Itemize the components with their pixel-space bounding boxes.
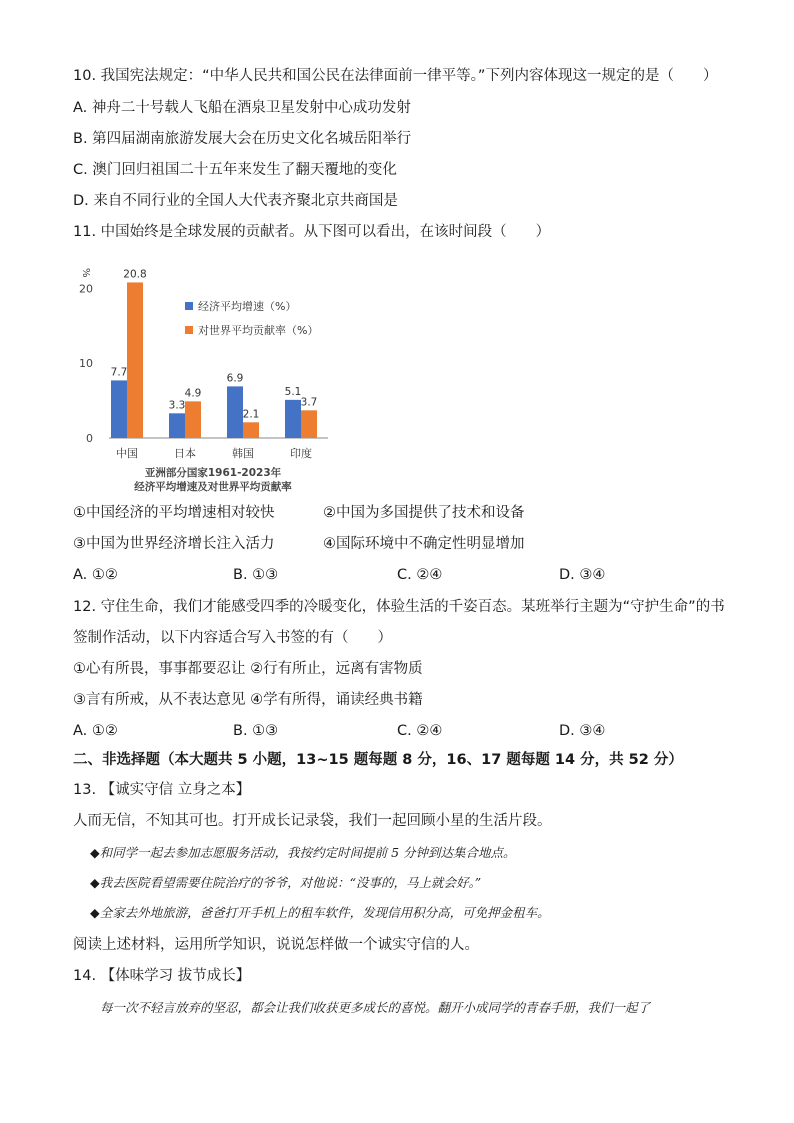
bar-value-label: 3.7: [300, 396, 318, 409]
q12-choice-c: C. ②④: [397, 723, 443, 739]
chart-legend: [185, 299, 318, 337]
q11-choice-c: C. ②④: [397, 567, 443, 583]
y-axis-ticks: [79, 282, 93, 445]
x-category-label: 韩国: [232, 447, 254, 460]
y-tick-label: 0: [86, 432, 93, 445]
bar: [301, 410, 317, 438]
q12-stem-line2: 签制作活动，以下内容适合写入书签的有（ ）: [73, 630, 392, 646]
q12-choice-b: B. ①③: [233, 723, 279, 739]
y-tick-label: 20: [79, 282, 93, 296]
q12-statement-line2: ③言有所戒，从不表达意见 ④学有所得，诵读经典书籍: [73, 692, 423, 708]
q10-option-d: D. 来自不同行业的全国人大代表齐聚北京共商国是: [73, 193, 398, 209]
bar-group: [111, 268, 318, 460]
q11-choice-a: A. ①②: [73, 567, 118, 583]
bar: [227, 386, 243, 438]
chart-caption-line1: 亚洲部分国家1961-2023年: [144, 467, 282, 479]
bar-chart-svg: [73, 252, 343, 497]
y-axis-label: %: [80, 268, 91, 278]
q13-question: 阅读上述材料，运用所学知识，说说怎样做一个诚实守信的人。: [73, 937, 479, 953]
q12-choice-a: A. ①②: [73, 723, 118, 739]
legend-swatch: [185, 302, 193, 310]
x-category-label: 中国: [116, 447, 138, 460]
bar: [285, 400, 301, 438]
bar-value-label: 2.1: [242, 408, 260, 421]
section2-heading: 二、非选择题（本大题共 5 小题，13~15 题每题 8 分，16、17 题每题 14 分，共 52 分）: [73, 752, 683, 768]
q13-intro: 人而无信，不知其可也。打开成长记录袋，我们一起回顾小星的生活片段。: [73, 813, 552, 829]
q11-statement-1: ①中国经济的平均增速相对较快: [73, 505, 275, 521]
q13-title: 13. 【诚实守信 立身之本】: [73, 782, 251, 798]
bar-value-label: 7.7: [110, 366, 128, 379]
legend-label: 对世界平均贡献率（%）: [198, 324, 319, 337]
q10-option-c: C. 澳门回归祖国二十五年来发生了翻天覆地的变化: [73, 162, 397, 178]
q12-statement-line1: ①心有所畏，事事都要忍让 ②行有所止，远离有害物质: [73, 661, 423, 677]
q12-choice-d: D. ③④: [559, 723, 606, 739]
q12-stem-line1: 12. 守住生命，我们才能感受四季的冷暖变化，体验生活的千姿百态。某班举行主题为“守护生命”的书: [73, 599, 725, 615]
x-category-label: 日本: [174, 447, 196, 460]
bar: [127, 282, 143, 438]
legend-label: 经济平均增速（%）: [198, 300, 297, 313]
q11-statement-2: ②中国为多国提供了技术和设备: [323, 505, 525, 521]
bar-value-label: 6.9: [226, 372, 244, 385]
bar-value-label: 4.9: [184, 387, 202, 400]
q14-title: 14. 【体味学习 拔节成长】: [73, 968, 251, 984]
q11-choice-d: D. ③④: [559, 567, 606, 583]
q11-stem: 11. 中国始终是全球发展的贡献者。从下图可以看出，在该时间段（ ）: [73, 224, 551, 240]
bar-value-label: 20.8: [123, 268, 147, 281]
q11-statement-3: ③中国为世界经济增长注入活力: [73, 536, 275, 552]
bar-value-label: 3.3: [168, 399, 186, 412]
bar-value-label: 5.1: [284, 385, 302, 398]
q10-option-a: A. 神舟二十号载人飞船在酒泉卫星发射中心成功发射: [73, 100, 411, 116]
q14-text: 每一次不轻言放弃的坚忍，都会让我们收获更多成长的喜悦。翻开小成同学的青春手册，我们一起了: [100, 1000, 651, 1015]
y-tick-label: 10: [79, 357, 93, 371]
q13-item-2: ◆我去医院看望需要住院治疗的爷爷，对他说：“没事的，马上就会好。”: [90, 875, 482, 890]
bar-chart: [73, 252, 343, 497]
q11-choice-b: B. ①③: [233, 567, 279, 583]
bar: [111, 380, 127, 438]
q11-statement-4: ④国际环境中不确定性明显增加: [323, 536, 525, 552]
q10-option-b: B. 第四届湖南旅游发展大会在历史文化名城岳阳举行: [73, 131, 412, 147]
bar: [169, 413, 185, 438]
q13-item-3: ◆全家去外地旅游，爸爸打开手机上的租车软件，发现信用积分高，可免押金租车。: [90, 905, 550, 920]
x-category-label: 印度: [290, 447, 312, 460]
q13-item-1: ◆和同学一起去参加志愿服务活动，我按约定时间提前 5 分钟到达集合地点。: [90, 845, 516, 860]
bar: [243, 422, 259, 438]
bar: [185, 401, 201, 438]
legend-swatch: [185, 326, 193, 334]
chart-caption-line2: 经济平均增速及对世界平均贡献率: [134, 481, 292, 493]
q10-stem: 10. 我国宪法规定：“中华人民共和国公民在法律面前一律平等。”下列内容体现这一规定的是（ ）: [73, 68, 718, 84]
